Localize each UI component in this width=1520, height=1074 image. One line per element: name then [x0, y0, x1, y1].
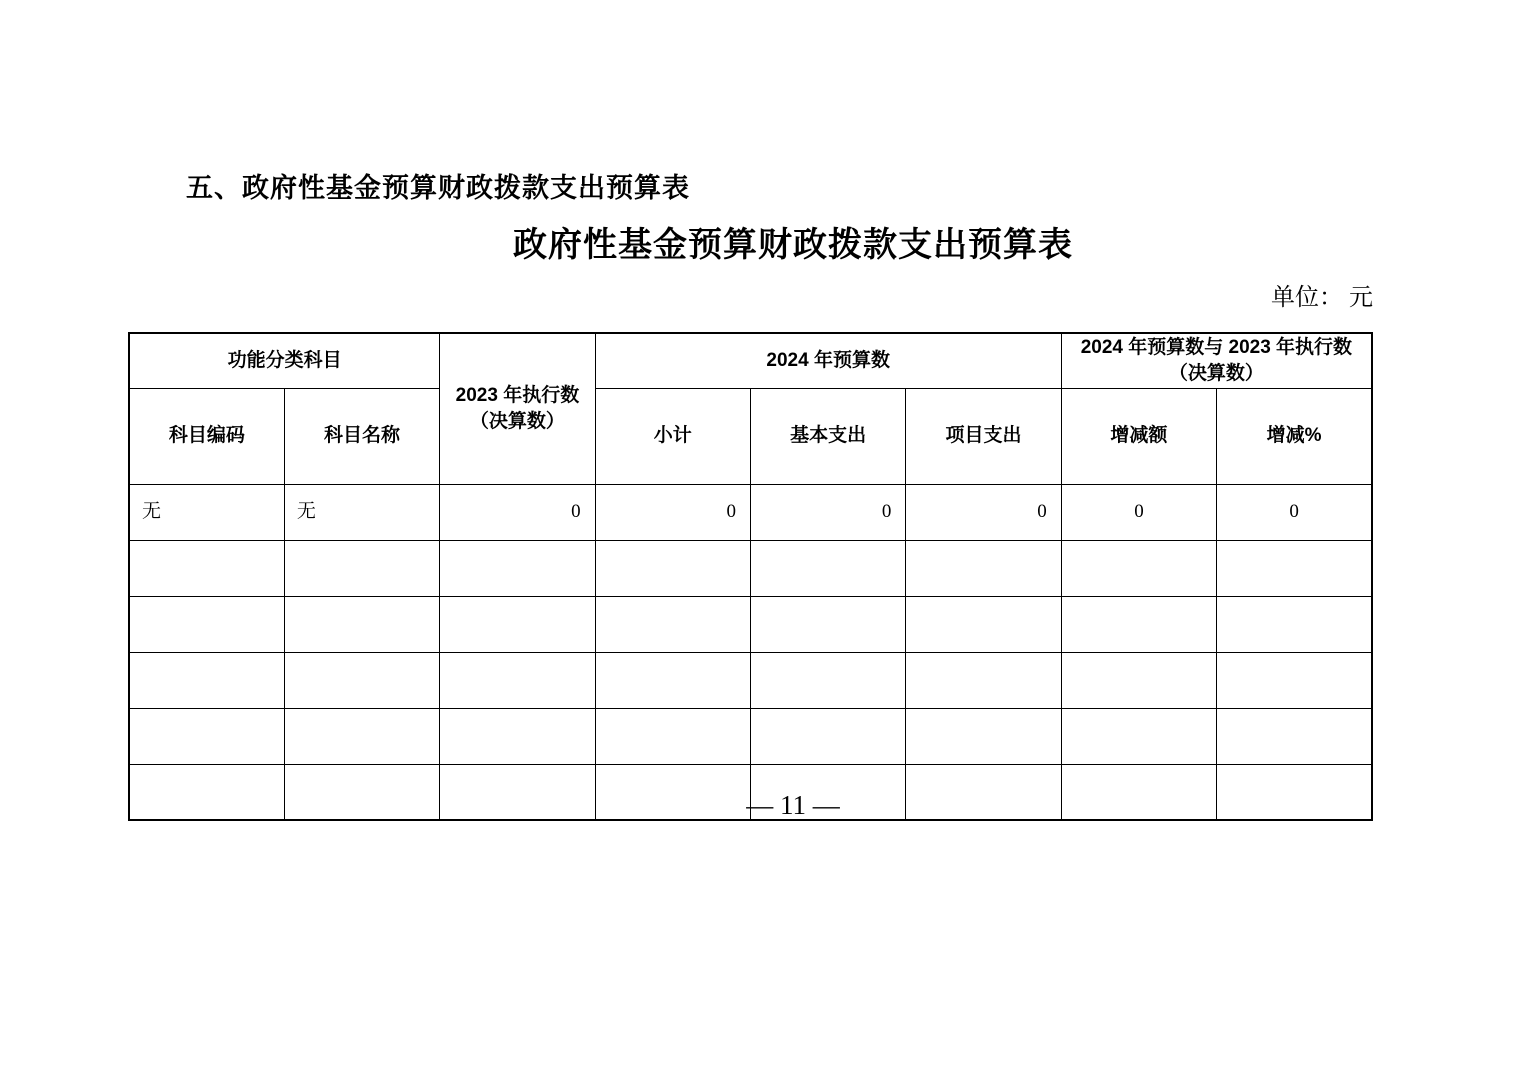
header-change-amount: 增减额	[1061, 388, 1216, 484]
section-heading: 五、政府性基金预算财政拨款支出预算表	[186, 173, 690, 203]
cell-subject-code: 无	[129, 484, 284, 540]
header-exec-2023-line2: （决算数）	[469, 410, 565, 432]
cell-subject-code	[129, 652, 284, 708]
table-row	[129, 596, 1372, 652]
budget-table	[128, 332, 1373, 821]
cell-subject-name: 无	[284, 484, 439, 540]
header-compare-line1: 2024 年预算数与 2023 年执行数	[1080, 336, 1353, 358]
cell-basic	[751, 540, 906, 596]
cell-change-amount	[1061, 652, 1216, 708]
cell-change-amount	[1061, 596, 1216, 652]
table-row	[129, 540, 1372, 596]
header-basic-expenditure: 基本支出	[751, 388, 906, 484]
cell-basic: 0	[751, 484, 906, 540]
unit-label: 单位： 元	[1271, 285, 1373, 311]
cell-basic	[751, 652, 906, 708]
cell-change-amount	[1061, 540, 1216, 596]
header-subtotal: 小计	[595, 388, 750, 484]
cell-subtotal: 0	[595, 484, 750, 540]
cell-exec-2023	[440, 652, 595, 708]
page-number: — 11 —	[746, 790, 840, 820]
cell-subtotal	[595, 540, 750, 596]
cell-project	[906, 596, 1061, 652]
cell-project	[906, 540, 1061, 596]
cell-exec-2023	[440, 540, 595, 596]
table-row	[129, 708, 1372, 764]
table-row	[129, 652, 1372, 708]
cell-subject-name	[284, 540, 439, 596]
cell-exec-2023	[440, 596, 595, 652]
header-project-expenditure: 项目支出	[906, 388, 1061, 484]
cell-subtotal	[595, 652, 750, 708]
header-subject-name: 科目名称	[284, 388, 439, 484]
header-row-1	[129, 333, 1372, 388]
header-row-2	[129, 388, 1372, 484]
cell-basic	[751, 708, 906, 764]
cell-change-percent	[1217, 652, 1372, 708]
cell-subtotal	[595, 708, 750, 764]
header-change-percent: 增减%	[1217, 388, 1372, 484]
cell-change-percent: 0	[1217, 484, 1372, 540]
header-exec-2023-line1: 2023 年执行数	[455, 384, 580, 406]
header-exec-2023	[440, 333, 595, 484]
cell-change-percent	[1217, 708, 1372, 764]
cell-basic	[751, 596, 906, 652]
cell-change-amount: 0	[1061, 484, 1216, 540]
cell-subject-name	[284, 596, 439, 652]
cell-subject-code	[129, 540, 284, 596]
cell-project: 0	[906, 484, 1061, 540]
header-functional-category: 功能分类科目	[129, 333, 440, 388]
cell-change-amount	[1061, 708, 1216, 764]
cell-subject-code	[129, 708, 284, 764]
cell-exec-2023	[440, 708, 595, 764]
header-subject-code: 科目编码	[129, 388, 284, 484]
cell-project	[906, 652, 1061, 708]
header-compare	[1061, 333, 1372, 388]
cell-change-percent	[1217, 596, 1372, 652]
cell-project	[906, 708, 1061, 764]
cell-change-percent	[1217, 540, 1372, 596]
header-compare-line2: （决算数）	[1168, 362, 1264, 384]
cell-exec-2023: 0	[440, 484, 595, 540]
cell-subtotal	[595, 596, 750, 652]
table-row	[129, 484, 1372, 540]
header-budget-2024: 2024 年预算数	[595, 333, 1061, 388]
cell-subject-name	[284, 652, 439, 708]
cell-subject-name	[284, 708, 439, 764]
cell-subject-code	[129, 596, 284, 652]
document-title: 政府性基金预算财政拨款支出预算表	[513, 227, 1073, 264]
